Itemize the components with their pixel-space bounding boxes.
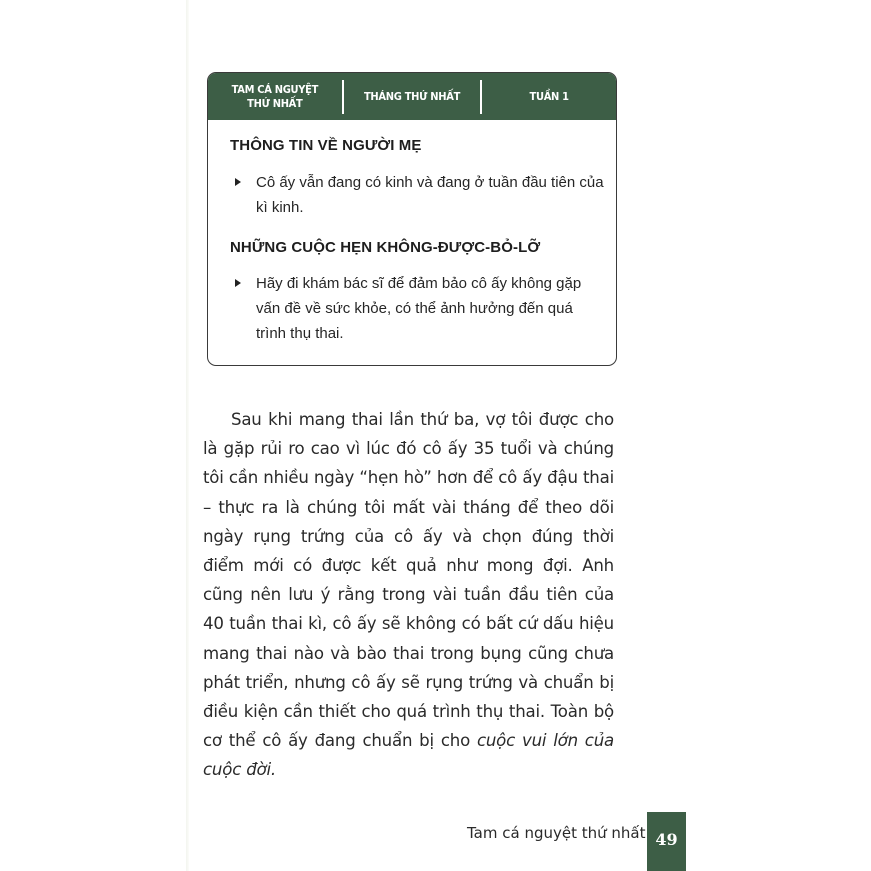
body-paragraph-italic: cuộc vui lớn của cuộc đời.: [203, 731, 614, 780]
header-week: TUẦN 1: [529, 89, 569, 103]
section-title-mother-info: THÔNG TIN VỀ NGƯỜI MẸ: [230, 137, 422, 154]
body-paragraph: [203, 405, 614, 785]
bullet-text-mother-info: Cô ấy vẫn đang có kinh và đang ở tuần đầu tiên của kì kinh.: [256, 174, 604, 216]
header-trimester: TAM CÁ NGUYỆT THỨ NHẤT: [231, 82, 319, 110]
page-gutter: [186, 0, 189, 871]
running-title: Tam cá nguyệt thứ nhất: [467, 824, 646, 842]
bullet-triangle-icon: [235, 279, 241, 287]
section-title-appointments: NHỮNG CUỘC HẸN KHÔNG-ĐƯỢC-BỎ-LỠ: [230, 239, 541, 256]
body-paragraph-text: Sau khi mang thai lần thứ ba, vợ tôi được cho là gặp rủi ro cao vì lúc đó cô ấy 35 tuổi và chúng tôi cần nhiều ngày “hẹn hò” hơn để cô ấy đậu thai – thực ra là chúng tôi mất vài tháng để theo dõi ngày rụng trứng của cô ấy và chọn đúng thời điểm mới có được kết quả như mong đợi. Anh cũng nên lưu ý rằng trong vài tuần đầu tiên của 40 tuần thai kì, cô ấy sẽ không có bất cứ dấu hiệu mang thai nào và bào thai trong bụng cũng chưa phát triển, nhưng cô ấy sẽ rụng trứng và chuẩn bị điều kiện cần thiết cho quá trình thụ thai. Toàn bộ cơ thể cô ấy đang chuẩn bị cho: [203, 410, 614, 751]
page-number: 49: [655, 830, 678, 849]
header-month: THÁNG THỨ NHẤT: [363, 89, 461, 103]
page-number-tab: [647, 812, 686, 871]
bullet-text-appointments: Hãy đi khám bác sĩ để đảm bảo cô ấy không gặp vấn đề về sức khỏe, có thể ảnh hưởng đến quá trình thụ thai.: [256, 275, 582, 342]
bullet-triangle-icon: [235, 178, 241, 186]
info-box: [207, 72, 617, 366]
info-box-header: [208, 73, 616, 120]
